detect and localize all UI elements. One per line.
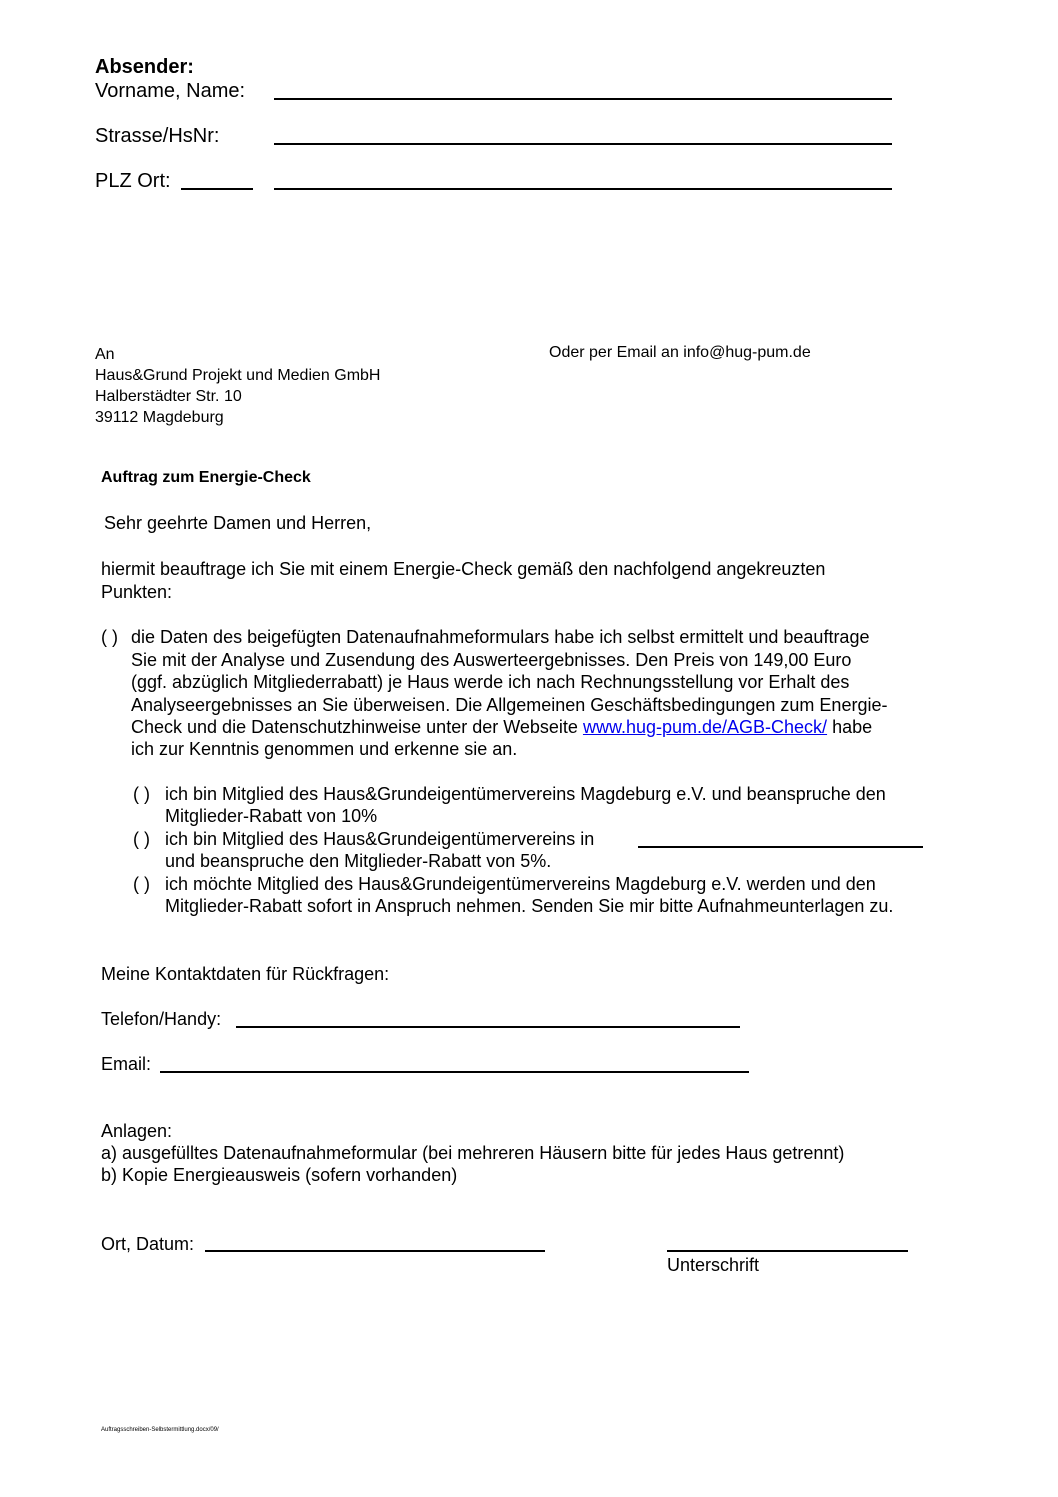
place-date-field[interactable] (205, 1250, 545, 1252)
suboption-3-line-1: ich möchte Mitglied des Haus&Grundeigentümervereins Magdeburg e.V. werden und den (165, 874, 876, 894)
sender-city-label: PLZ Ort: (95, 170, 171, 192)
suboption-1-checkbox[interactable]: ( ) (133, 784, 150, 804)
main-option-line-5 (131, 717, 872, 738)
recipient-street: Halberstädter Str. 10 (95, 388, 242, 405)
main-option-checkbox[interactable]: ( ) (101, 627, 118, 647)
signature-label: Unterschrift (667, 1255, 760, 1275)
sender-street-field[interactable] (274, 143, 892, 145)
subject: Auftrag zum Energie-Check (101, 469, 311, 486)
contact-heading: Meine Kontaktdaten für Rückfragen: (101, 964, 390, 984)
intro-line-1: hiermit beauftrage ich Sie mit einem Energie-Check gemäß den nachfolgend angekreuzten (101, 559, 826, 579)
sender-name-label: Vorname, Name: (95, 80, 246, 102)
main-option-line-5-end: habe (832, 717, 873, 737)
email-note: Oder per Email an info@hug-pum.de (549, 344, 811, 361)
suboption-3-checkbox[interactable]: ( ) (133, 874, 150, 894)
place-date-label: Ort, Datum: (101, 1234, 195, 1254)
phone-label: Telefon/Handy: (101, 1009, 222, 1029)
association-name-field[interactable] (638, 846, 923, 848)
main-option-line-2: Sie mit der Analyse und Zusendung des Auswerteergebnisses. Den Preis von 149,00 Euro (131, 650, 852, 670)
main-option-line-6: ich zur Kenntnis genommen und erkenne sie an. (131, 739, 518, 759)
agb-link[interactable]: www.hug-pum.de/AGB-Check/ (582, 717, 828, 737)
sender-heading: Absender: (95, 56, 194, 78)
sender-name-field[interactable] (274, 98, 892, 100)
salutation: Sehr geehrte Damen und Herren, (104, 513, 372, 533)
email-field[interactable] (160, 1071, 749, 1073)
sender-zip-field[interactable] (181, 188, 253, 190)
sender-city-field[interactable] (274, 188, 892, 190)
signature-field[interactable] (667, 1250, 908, 1252)
main-option-line-1: die Daten des beigefügten Datenaufnahmeformulars habe ich selbst ermittelt und beauftrage (131, 627, 870, 647)
email-label: Email: (101, 1054, 152, 1074)
suboption-3-line-2: Mitglieder-Rabatt sofort in Anspruch nehmen. Senden Sie mir bitte Aufnahmeunterlagen zu. (165, 896, 894, 916)
main-option-line-4: Analyseergebnisses an Sie überweisen. Die Allgemeinen Geschäftsbedingungen zum Energie- (131, 695, 888, 715)
attachment-item-2: b) Kopie Energieausweis (sofern vorhanden) (101, 1165, 458, 1185)
recipient-city: 39112 Magdeburg (95, 409, 224, 426)
attachments-heading: Anlagen: (101, 1121, 173, 1141)
main-option-line-3: (ggf. abzüglich Mitgliederrabatt) je Haus werde ich nach Rechnungsstellung vor Erhalt des (131, 672, 850, 692)
sender-street-label: Strasse/HsNr: (95, 125, 220, 147)
suboption-2-checkbox[interactable]: ( ) (133, 829, 150, 849)
main-option-line-5-text: Check und die Datenschutzhinweise unter der Webseite (131, 717, 578, 737)
intro-line-2: Punkten: (101, 582, 173, 602)
attachment-item-1: a) ausgefülltes Datenaufnahmeformular (bei mehreren Häusern bitte für jedes Haus getrennt) (101, 1143, 845, 1163)
suboption-1-line-1: ich bin Mitglied des Haus&Grundeigentümervereins Magdeburg e.V. und beanspruche den (165, 784, 886, 804)
suboption-1-line-2: Mitglieder-Rabatt von 10% (165, 806, 378, 826)
recipient-company: Haus&Grund Projekt und Medien GmbH (95, 367, 381, 384)
footer-filename: Auftragsschreiben-Selbstermittlung.docx/09/ (101, 1427, 219, 1433)
suboption-2-line-2: und beanspruche den Mitglieder-Rabatt von 5%. (165, 851, 552, 871)
phone-field[interactable] (236, 1026, 740, 1028)
suboption-2-line-1: ich bin Mitglied des Haus&Grundeigentümervereins in (165, 829, 595, 849)
recipient-to: An (95, 346, 115, 363)
